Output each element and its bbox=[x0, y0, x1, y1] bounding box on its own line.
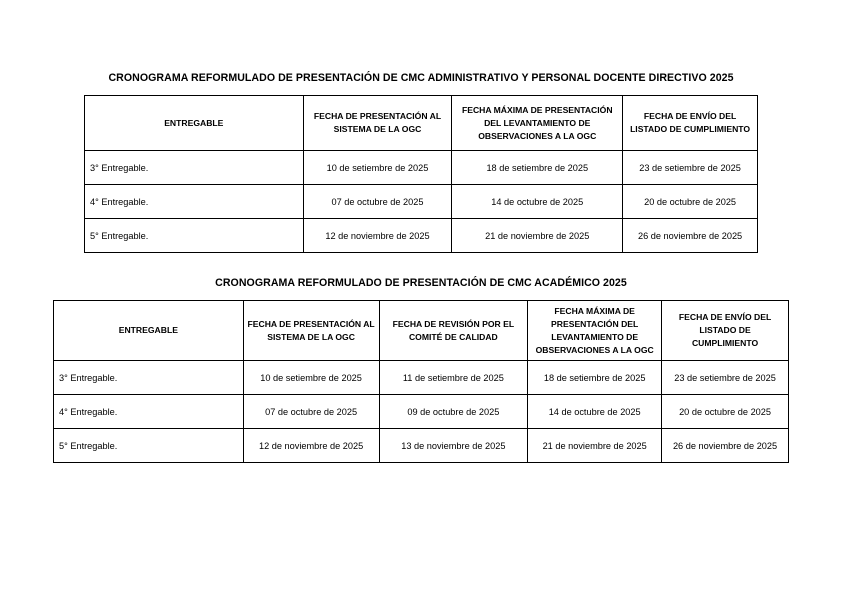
header-row bbox=[54, 301, 789, 361]
schedule-table-administrative bbox=[84, 95, 758, 253]
header-cell: ENTREGABLE bbox=[54, 301, 244, 361]
deliverable-cell: 3° Entregable. bbox=[54, 361, 244, 395]
header-cell: FECHA MÁXIMA DE PRESENTACIÓN DEL LEVANTAMIENTO DE OBSERVACIONES A LA OGC bbox=[528, 301, 662, 361]
table-row bbox=[54, 429, 789, 463]
deliverable-cell: 3° Entregable. bbox=[85, 151, 304, 185]
date-cell: 26 de noviembre de 2025 bbox=[623, 219, 758, 253]
deliverable-cell: 5° Entregable. bbox=[54, 429, 244, 463]
table1-title: CRONOGRAMA REFORMULADO DE PRESENTACIÓN DE CMC ADMINISTRATIVO Y PERSONAL DOCENTE DIRECTIVO 2025 bbox=[108, 72, 734, 84]
header-cell: FECHA DE REVISIÓN POR EL COMITÉ DE CALIDAD bbox=[379, 301, 528, 361]
date-cell: 14 de octubre de 2025 bbox=[528, 395, 662, 429]
schedule-table-academic bbox=[53, 300, 789, 463]
date-cell: 20 de octubre de 2025 bbox=[623, 185, 758, 219]
table2-title: CRONOGRAMA REFORMULADO DE PRESENTACIÓN DE CMC ACADÉMICO 2025 bbox=[215, 277, 627, 289]
date-cell: 12 de noviembre de 2025 bbox=[243, 429, 379, 463]
deliverable-cell: 4° Entregable. bbox=[54, 395, 244, 429]
header-cell: FECHA DE PRESENTACIÓN AL SISTEMA DE LA OGC bbox=[243, 301, 379, 361]
date-cell: 09 de octubre de 2025 bbox=[379, 395, 528, 429]
deliverable-cell: 4° Entregable. bbox=[85, 185, 304, 219]
date-cell: 26 de noviembre de 2025 bbox=[662, 429, 789, 463]
date-cell: 07 de octubre de 2025 bbox=[243, 395, 379, 429]
table-row bbox=[85, 185, 758, 219]
date-cell: 23 de setiembre de 2025 bbox=[662, 361, 789, 395]
header-cell: FECHA MÁXIMA DE PRESENTACIÓN DEL LEVANTAMIENTO DE OBSERVACIONES A LA OGC bbox=[452, 96, 623, 151]
header-cell: FECHA DE ENVÍO DEL LISTADO DE CUMPLIMIENTO bbox=[662, 301, 789, 361]
date-cell: 20 de octubre de 2025 bbox=[662, 395, 789, 429]
date-cell: 18 de setiembre de 2025 bbox=[528, 361, 662, 395]
table-row bbox=[85, 151, 758, 185]
header-cell: FECHA DE PRESENTACIÓN AL SISTEMA DE LA OGC bbox=[303, 96, 452, 151]
table-row bbox=[85, 219, 758, 253]
table-row bbox=[54, 395, 789, 429]
header-cell: FECHA DE ENVÍO DEL LISTADO DE CUMPLIMIENTO bbox=[623, 96, 758, 151]
date-cell: 11 de setiembre de 2025 bbox=[379, 361, 528, 395]
table-row bbox=[54, 361, 789, 395]
date-cell: 18 de setiembre de 2025 bbox=[452, 151, 623, 185]
date-cell: 23 de setiembre de 2025 bbox=[623, 151, 758, 185]
date-cell: 12 de noviembre de 2025 bbox=[303, 219, 452, 253]
date-cell: 07 de octubre de 2025 bbox=[303, 185, 452, 219]
header-row bbox=[85, 96, 758, 151]
date-cell: 10 de setiembre de 2025 bbox=[243, 361, 379, 395]
date-cell: 14 de octubre de 2025 bbox=[452, 185, 623, 219]
date-cell: 21 de noviembre de 2025 bbox=[452, 219, 623, 253]
date-cell: 21 de noviembre de 2025 bbox=[528, 429, 662, 463]
deliverable-cell: 5° Entregable. bbox=[85, 219, 304, 253]
header-cell: ENTREGABLE bbox=[85, 96, 304, 151]
date-cell: 10 de setiembre de 2025 bbox=[303, 151, 452, 185]
date-cell: 13 de noviembre de 2025 bbox=[379, 429, 528, 463]
